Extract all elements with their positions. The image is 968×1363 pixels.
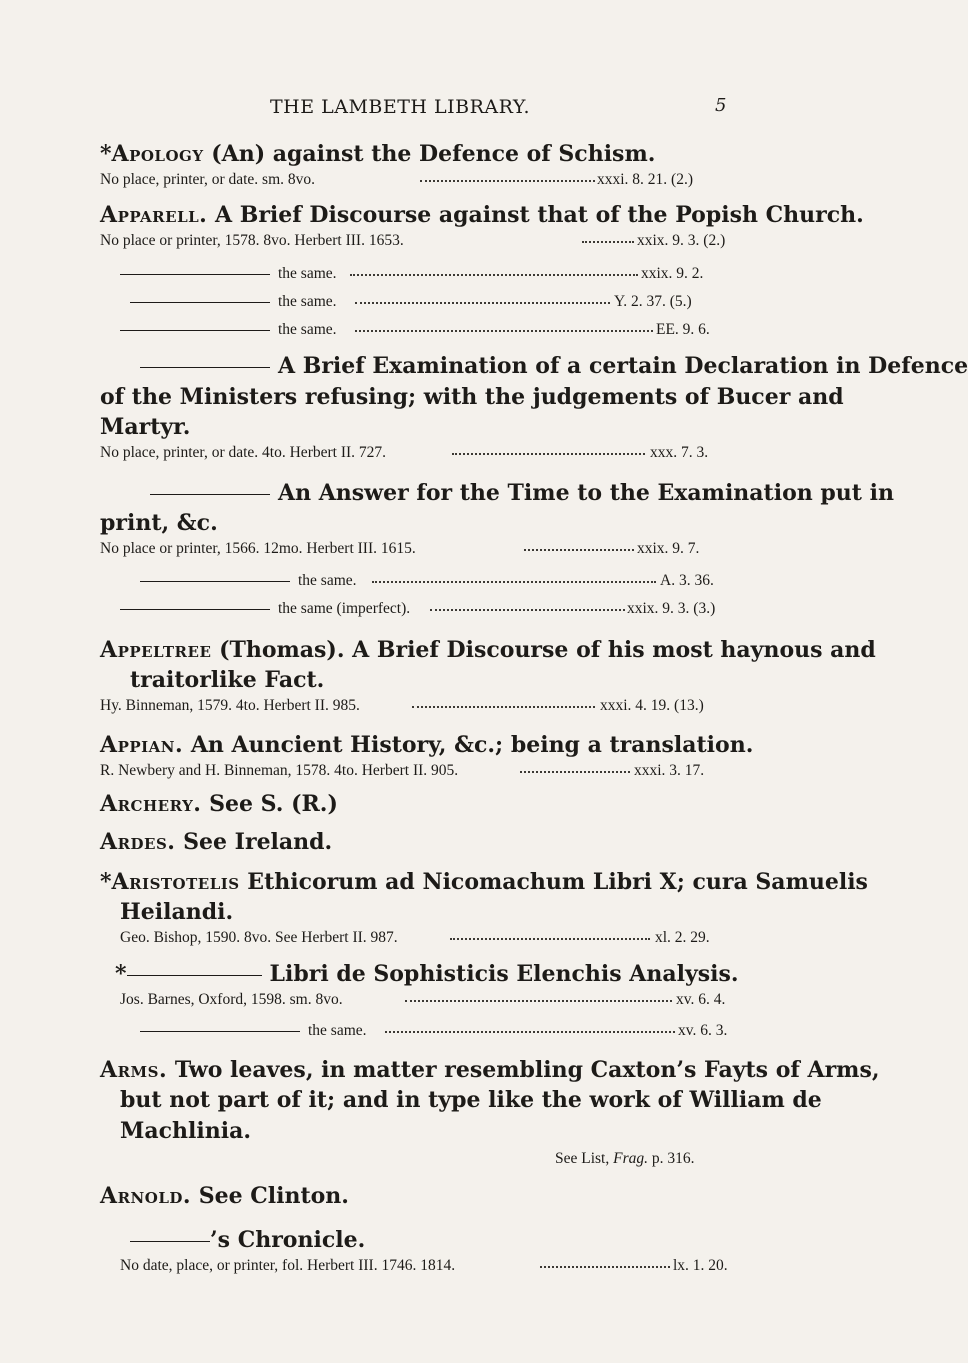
entry-archery: Archery. See S. (R.) <box>100 791 338 817</box>
ditto-rule <box>140 581 290 582</box>
shelf-mark: xxxi. 8. 21. (2.) <box>597 171 694 188</box>
leader-dots <box>405 996 672 1002</box>
ditto-rule <box>130 1241 210 1242</box>
sub-entry-answer: An Answer for the Time to the Examination put in <box>150 480 894 506</box>
leader-dots <box>540 1262 670 1268</box>
entry-heading: Apology <box>111 141 204 167</box>
star-marker: * <box>115 961 127 987</box>
leader-dots <box>430 605 625 611</box>
entry-aristotelis: *Aristotelis Ethicorum ad Nicomachum Libri X; cura Samuelis <box>100 869 868 895</box>
leader-dots <box>350 270 638 276</box>
ditto-rule <box>120 274 270 275</box>
entry-title-continued: Martyr. <box>100 414 191 440</box>
entry-heading: Arnold. <box>100 1183 192 1209</box>
entry-heading: Arms. <box>100 1057 168 1083</box>
ditto-rule <box>130 302 270 303</box>
entry-heading: Appian. <box>100 732 184 758</box>
entry-title-continued: Machlinia. <box>120 1118 251 1144</box>
shelf-mark: xxix. 9. 3. (2.) <box>637 232 726 249</box>
entry-title-continued: Heilandi. <box>120 899 234 925</box>
leader-dots <box>450 934 650 940</box>
imprint-line: Hy. Binneman, 1579. 4to. Herbert II. 985. <box>100 697 360 714</box>
shelf-mark: Y. 2. 37. (5.) <box>614 293 692 310</box>
leader-dots <box>582 237 634 243</box>
entry-arms: Arms. Two leaves, in matter resembling Caxton’s Fayts of Arms, <box>100 1057 880 1083</box>
leader-dots <box>520 767 630 773</box>
shelf-mark: xxix. 9. 2. <box>641 265 704 282</box>
entry-title-continued: print, &c. <box>100 510 218 536</box>
shelf-mark: xl. 2. 29. <box>655 929 710 946</box>
imprint-line: No date, place, or printer, fol. Herbert III. 1746. 1814. <box>120 1257 456 1274</box>
entry-title: (An) against the Defence of Schism. <box>211 141 656 167</box>
entry-appian: Appian. An Auncient History, &c.; being a translation. <box>100 732 754 758</box>
see-reference: See List, Frag. p. 316. <box>555 1150 695 1167</box>
leader-dots <box>372 577 656 583</box>
ditto-rule <box>120 609 270 610</box>
leader-dots <box>524 545 634 551</box>
entry-appeltree: Appeltree (Thomas). A Brief Discourse of his most haynous and <box>100 637 876 663</box>
shelf-mark: xxxi. 3. 17. <box>634 762 705 779</box>
entry-title: A Brief Discourse against that of the Popish Church. <box>215 202 864 228</box>
entry-ardes: Ardes. See Ireland. <box>100 829 333 855</box>
shelf-mark: lx. 1. 20. <box>673 1257 728 1274</box>
shelf-mark: xv. 6. 3. <box>678 1022 728 1039</box>
shelf-mark: xxxi. 4. 19. (13.) <box>600 697 704 714</box>
copy-line: the same. <box>120 321 337 339</box>
entry-title-continued: of the Ministers refusing; with the judgements of Bucer and <box>100 384 844 410</box>
entry-heading: Appeltree <box>100 637 212 663</box>
sub-entry-chronicle: ’s Chronicle. <box>130 1227 365 1253</box>
shelf-mark: xxix. 9. 7. <box>637 540 700 557</box>
ditto-rule <box>127 975 262 976</box>
entry-apparell <box>100 202 864 228</box>
sub-entry-examination: A Brief Examination of a certain Declaration in Defence <box>140 353 968 379</box>
star-marker: * <box>100 141 112 167</box>
copy-line: the same. <box>130 293 337 311</box>
imprint-line: No place, printer, or date. sm. 8vo. <box>100 171 316 188</box>
copy-line: the same. <box>140 1022 367 1040</box>
leader-dots <box>452 449 645 455</box>
ditto-rule <box>140 367 270 368</box>
entry-title-continued: traitorlike Fact. <box>130 667 325 693</box>
shelf-mark: xxix. 9. 3. (3.) <box>627 600 716 617</box>
copy-line: the same (imperfect). <box>120 600 410 618</box>
imprint-line: No place or printer, 1566. 12mo. Herbert III. 1615. <box>100 540 416 557</box>
entry-heading: Ardes. <box>100 829 176 855</box>
leader-dots <box>420 176 595 182</box>
shelf-mark: EE. 9. 6. <box>656 321 710 338</box>
entry-heading: Aristotelis <box>111 869 240 895</box>
ditto-rule <box>120 330 270 331</box>
sub-entry-sophisticis: * Libri de Sophisticis Elenchis Analysis. <box>115 961 739 987</box>
leader-dots <box>385 1027 675 1033</box>
entry-apology <box>100 141 655 167</box>
imprint-line: No place or printer, 1578. 8vo. Herbert III. 1653. <box>100 232 404 249</box>
imprint-line: Geo. Bishop, 1590. 8vo. See Herbert II. 987. <box>120 929 398 946</box>
running-header: THE LAMBETH LIBRARY. <box>269 96 531 118</box>
leader-dots <box>355 326 653 332</box>
shelf-mark: xxx. 7. 3. <box>650 444 709 461</box>
copy-line: the same. <box>120 265 337 283</box>
imprint-line: Jos. Barnes, Oxford, 1598. sm. 8vo. <box>120 991 343 1008</box>
entry-arnold: Arnold. See Clinton. <box>100 1183 349 1209</box>
entry-heading: Archery. <box>100 791 202 817</box>
imprint-line: No place, printer, or date. 4to. Herbert II. 727. <box>100 444 387 461</box>
ditto-rule <box>150 494 270 495</box>
imprint-line: R. Newbery and H. Binneman, 1578. 4to. Herbert II. 905. <box>100 762 459 779</box>
entry-title-continued: but not part of it; and in type like the work of William de <box>120 1087 822 1113</box>
star-marker: * <box>100 869 112 895</box>
leader-dots <box>412 702 595 708</box>
ditto-rule <box>140 1031 300 1032</box>
copy-line: the same. <box>140 572 357 590</box>
page-number: 5 <box>715 95 727 116</box>
shelf-mark: A. 3. 36. <box>660 572 714 589</box>
entry-heading: Apparell. <box>100 202 208 228</box>
leader-dots <box>355 298 610 304</box>
shelf-mark: xv. 6. 4. <box>676 991 726 1008</box>
